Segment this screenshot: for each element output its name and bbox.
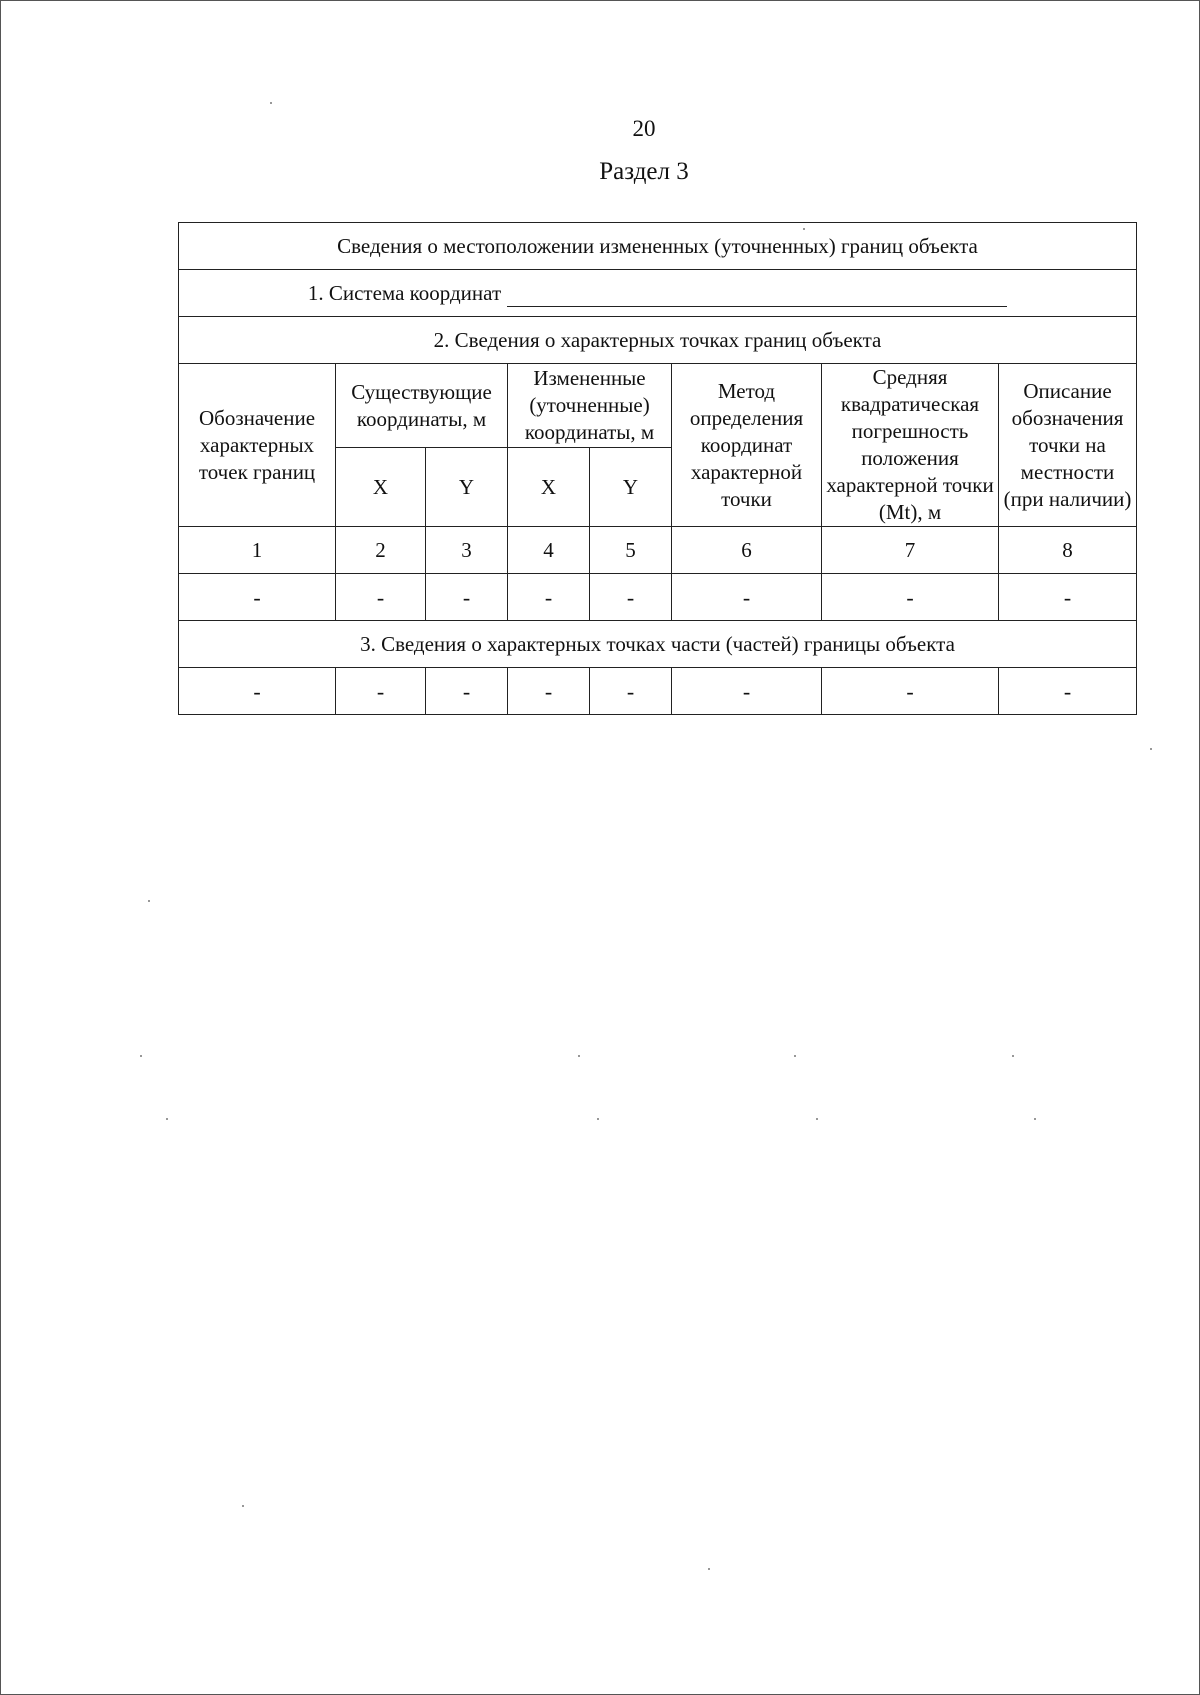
scan-speck [1034, 1118, 1036, 1120]
column-number: 8 [999, 527, 1137, 574]
header-changed-x: X [508, 448, 590, 527]
table-cell: - [672, 574, 822, 621]
table-title: Сведения о местоположении измененных (уточненных) границ объекта [179, 223, 1137, 270]
page-number: 20 [632, 116, 656, 141]
table-cell: - [426, 668, 508, 715]
table-cell: - [999, 574, 1137, 621]
header-method: Метод определения координат характерной точки [672, 364, 822, 527]
table-cell: - [508, 574, 590, 621]
scan-speck [1150, 748, 1152, 750]
scan-speck [794, 1055, 796, 1057]
table-cell: - [672, 668, 822, 715]
scan-speck [242, 1505, 244, 1507]
table-cell: - [590, 574, 672, 621]
column-number: 6 [672, 527, 822, 574]
header-mean-error: Средняя квадратическая погрешность положения характерной точки (Mt), м [822, 364, 999, 527]
coordinate-system-blank [507, 286, 1007, 307]
table-cell: - [590, 668, 672, 715]
scan-speck [270, 102, 272, 104]
scan-speck [166, 1118, 168, 1120]
header-existing-coords: Существующие координаты, м [336, 364, 508, 448]
table-cell: - [508, 668, 590, 715]
scan-speck [597, 1118, 599, 1120]
part-data-row [179, 668, 1137, 715]
scan-speck [140, 1055, 142, 1057]
coordinate-system-row [179, 270, 1137, 317]
table-cell: - [822, 574, 999, 621]
header-row [179, 364, 1137, 448]
table-cell: - [336, 574, 426, 621]
scan-speck [803, 228, 805, 230]
header-existing-x: X [336, 448, 426, 527]
column-number: 3 [426, 527, 508, 574]
header-changed-y: Y [590, 448, 672, 527]
scan-speck [578, 1055, 580, 1057]
part-heading-row [179, 621, 1137, 668]
header-designation: Обозначение характерных точек границ [179, 364, 336, 527]
scan-speck [148, 900, 150, 902]
table-cell: - [336, 668, 426, 715]
scan-speck [816, 1118, 818, 1120]
scan-speck [1012, 1055, 1014, 1057]
column-number: 5 [590, 527, 672, 574]
column-numbers-row [179, 527, 1137, 574]
column-number: 7 [822, 527, 999, 574]
column-number: 1 [179, 527, 336, 574]
header-description: Описание обозначения точки на местности (при наличии) [999, 364, 1137, 527]
column-number: 4 [508, 527, 590, 574]
table-cell: - [179, 574, 336, 621]
points-data-row [179, 574, 1137, 621]
points-heading-row [179, 317, 1137, 364]
coordinate-system-cell [179, 270, 1137, 317]
table-cell: - [179, 668, 336, 715]
table-title-row [179, 223, 1137, 270]
scan-speck [708, 1568, 710, 1570]
section-title: Раздел 3 [599, 158, 689, 185]
points-heading: 2. Сведения о характерных точках границ объекта [179, 317, 1137, 364]
header-changed-coords: Измененные (уточненные) координаты, м [508, 364, 672, 448]
table-cell: - [999, 668, 1137, 715]
part-heading: 3. Сведения о характерных точках части (частей) границы объекта [179, 621, 1137, 668]
column-number: 2 [336, 527, 426, 574]
table-cell: - [822, 668, 999, 715]
header-existing-y: Y [426, 448, 508, 527]
table-cell: - [426, 574, 508, 621]
boundary-table [178, 222, 1137, 715]
coordinate-system-label: 1. Система координат [307, 280, 502, 305]
